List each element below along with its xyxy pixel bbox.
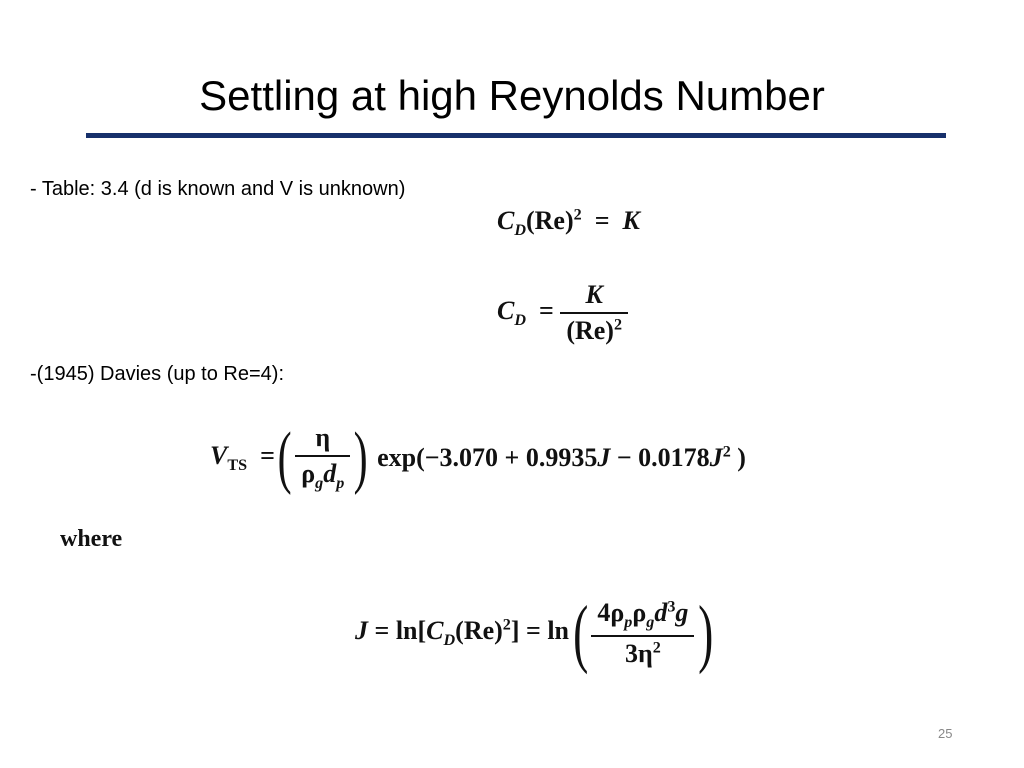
equation-j-definition: $J = \ln[C_D(Re)^2] = \ln$ ( $\frac{4\rho_p\rho_gd^3g}{3\eta^2}$ )	[355, 591, 714, 675]
slide-title: Settling at high Reynolds Number	[199, 72, 825, 119]
equation-terminal-velocity: $V_{TS}$ = ( $\frac{\eta}{\rho_gd_p}$ ) $\exp(-3.070 + 0.9935J - 0.0178J^2$ )	[210, 419, 746, 496]
equation-cd-fraction: $C_D$ = $\frac{K}{(Re)^2}$	[497, 280, 628, 346]
bullet-table-reference: - Table: 3.4 (d is known and V is unknown)	[30, 178, 406, 200]
where-label: where	[60, 526, 123, 552]
title-divider	[86, 133, 946, 138]
equation-cd-re-squared: $C_D(Re)^2 = K$	[497, 206, 640, 240]
page-number: 25	[938, 726, 953, 741]
bullet-davies: -(1945) Davies (up to Re=4):	[30, 363, 285, 385]
